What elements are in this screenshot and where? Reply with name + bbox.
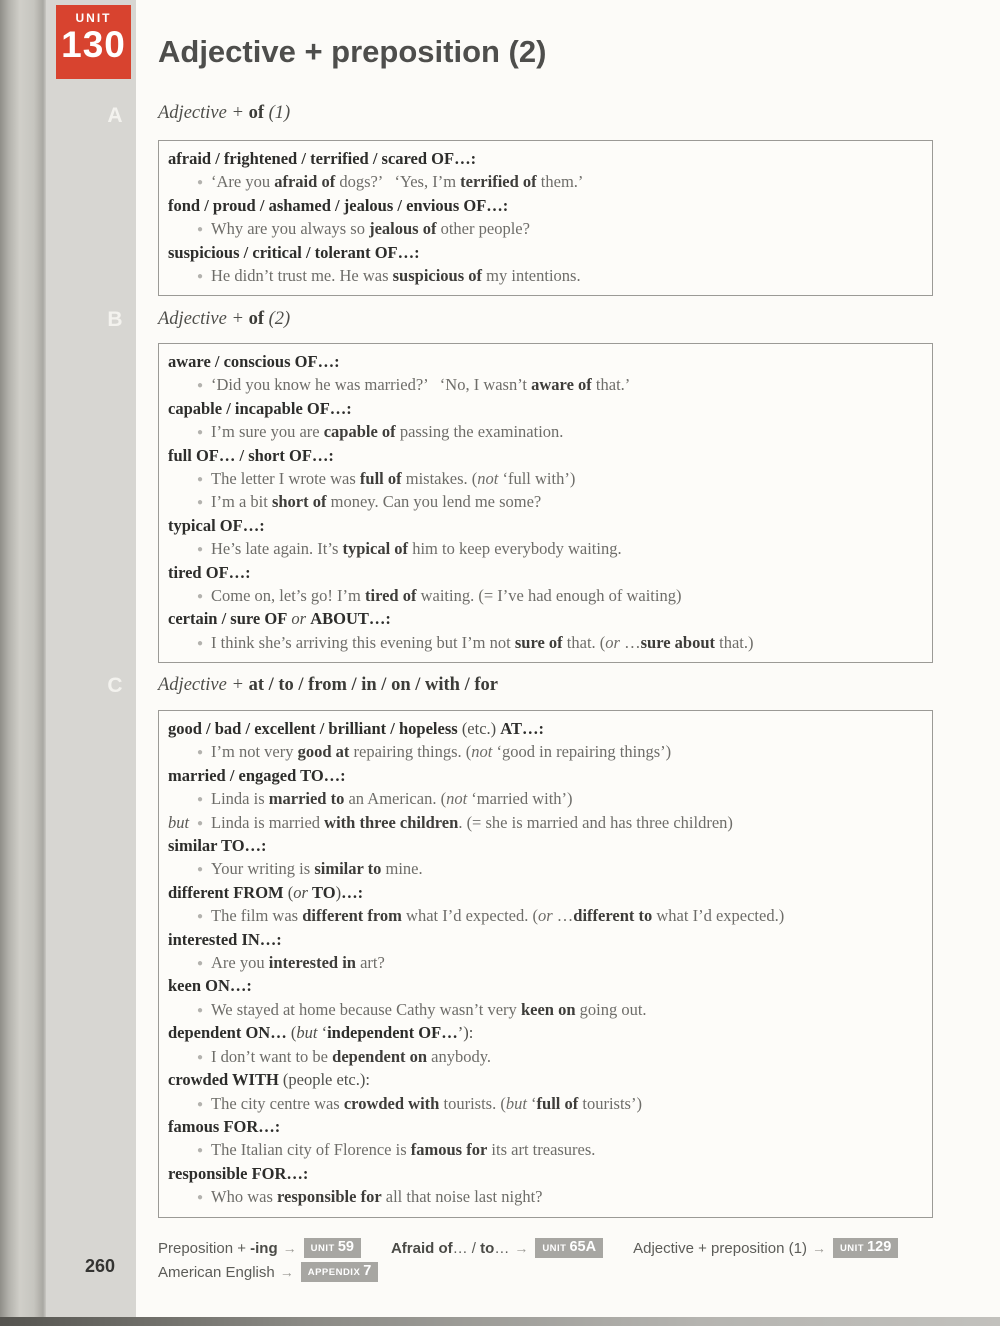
bullet-icon: ●: [197, 747, 204, 759]
example-sentence: [168, 420, 922, 443]
line-text: I don’t want to be dependent on anybody.: [211, 1046, 492, 1066]
example-sentence: [168, 170, 922, 193]
page-content: [158, 0, 958, 1326]
bullet-icon: ●: [197, 497, 204, 509]
rule-headword: [168, 607, 922, 630]
rule-headword: [168, 974, 922, 997]
section-letter-c: C: [107, 674, 123, 697]
line-text: crowded WITH (people etc.):: [168, 1070, 370, 1090]
rule-headword: [168, 717, 922, 740]
reference-label: Adjective + preposition (1): [633, 1239, 807, 1257]
bullet-icon: ●: [197, 224, 204, 236]
rule-headword: [168, 881, 922, 904]
line-text: dependent ON… (but ‘independent OF…’):: [168, 1023, 474, 1043]
example-sentence: [168, 904, 922, 927]
badge-prefix: UNIT: [839, 1243, 865, 1254]
line-text: capable / incapable OF…:: [168, 398, 352, 418]
line-text: famous FOR…:: [168, 1116, 281, 1136]
unit-number: 130: [61, 24, 126, 65]
line-text: The letter I wrote was full of mistakes. (not ‘full with’): [211, 469, 576, 489]
line-text: Come on, let’s go! I’m tired of waiting. (= I’ve had enough of waiting): [211, 586, 682, 606]
bullet-icon: ●: [197, 1051, 204, 1063]
example-sentence: [168, 811, 922, 834]
arrow-icon: →: [514, 1240, 529, 1257]
bullet-icon: ●: [197, 817, 204, 829]
line-text: I’m sure you are capable of passing the examination.: [211, 422, 564, 442]
arrow-icon: →: [279, 1264, 294, 1281]
badge-value: 7: [363, 1263, 372, 1280]
rule-headword: [168, 834, 922, 857]
reference-row: [158, 1238, 958, 1258]
example-sentence: [168, 217, 922, 240]
badge-prefix: APPENDIX: [307, 1267, 361, 1279]
reference-label: Preposition + -ing: [158, 1239, 278, 1257]
line-text: afraid / frightened / terrified / scared OF…:: [168, 149, 477, 168]
bullet-icon: ●: [197, 271, 204, 283]
cross-reference: [391, 1238, 603, 1258]
unit-label: UNIT: [75, 11, 112, 25]
section-heading-b: Adjective + of (2): [158, 309, 291, 329]
example-sentence: [168, 1138, 922, 1161]
cross-references: [158, 1238, 958, 1286]
reference-row: [158, 1262, 958, 1282]
line-text: keen ON…:: [168, 976, 252, 996]
page-bottom-edge: [0, 1317, 1000, 1326]
bullet-icon: ●: [197, 591, 204, 603]
rule-headword: [168, 1115, 922, 1138]
line-text: tired OF…:: [168, 562, 251, 582]
bullet-icon: ●: [197, 794, 204, 806]
rule-headword: [168, 444, 922, 467]
badge-prefix: UNIT: [310, 1243, 335, 1254]
example-sentence: [168, 1045, 922, 1068]
bullet-icon: ●: [197, 1004, 204, 1016]
example-sentence: [168, 631, 922, 654]
unit-reference-badge: [833, 1238, 898, 1258]
example-sentence: [168, 584, 922, 607]
line-text: I’m a bit short of money. Can you lend me some?: [211, 492, 542, 512]
section-heading-c: Adjective + at / to / from / in / on / with / for: [158, 675, 498, 695]
example-sentence: [168, 467, 922, 490]
example-sentence: [168, 998, 922, 1021]
example-sentence: [168, 537, 922, 560]
bullet-icon: ●: [197, 958, 204, 970]
bullet-icon: ●: [197, 427, 204, 439]
reference-label: Afraid of… / to…: [390, 1239, 510, 1257]
line-text: good / bad / excellent / brilliant / hopeless (etc.) AT…:: [168, 719, 544, 738]
page-title: Adjective + preposition (2): [158, 34, 547, 69]
unit-reference-badge: [304, 1238, 361, 1258]
example-sentence: [168, 490, 922, 513]
exception-prefix: but: [168, 812, 190, 832]
section-letter-a: A: [107, 104, 123, 127]
line-text: ‘Did you know he was married?’ ‘No, I wasn’t aware of that.’: [211, 375, 631, 395]
bullet-icon: ●: [197, 544, 204, 556]
line-text: Linda is married to an American. (not ‘married with’): [211, 789, 573, 809]
reference-label: American English: [158, 1263, 275, 1281]
line-text: The Italian city of Florence is famous for its art treasures.: [211, 1140, 596, 1160]
rule-box-b: [158, 343, 933, 663]
line-text: ‘Are you afraid of dogs?’ ‘Yes, I’m terrified of them.’: [211, 172, 584, 192]
section-heading-a: Adjective + of (1): [158, 103, 291, 123]
rule-headword: [168, 764, 922, 787]
line-text: Are you interested in art?: [211, 953, 385, 973]
example-sentence: [168, 740, 922, 763]
line-text: suspicious / critical / tolerant OF…:: [168, 242, 420, 262]
line-text: I’m not very good at repairing things. (not ‘good in repairing things’): [211, 742, 672, 762]
line-text: The city centre was crowded with tourists. (but ‘full of tourists’): [211, 1093, 642, 1113]
line-text: Why are you always so jealous of other people?: [211, 219, 530, 239]
bullet-icon: ●: [197, 177, 204, 189]
rule-box-a: [158, 140, 933, 296]
rule-headword: [168, 350, 922, 373]
line-text: Your writing is similar to mine.: [211, 859, 423, 879]
rule-headword: [168, 241, 922, 264]
rule-headword: [168, 397, 922, 420]
line-text: interested IN…:: [168, 929, 282, 949]
example-sentence: [168, 857, 922, 880]
badge-value: 65A: [569, 1239, 597, 1255]
line-text: I think she’s arriving this evening but I’m not sure of that. (or …sure about that.): [211, 632, 754, 652]
bullet-icon: ●: [197, 1098, 204, 1110]
bullet-icon: ●: [197, 474, 204, 486]
cross-reference: [633, 1238, 898, 1258]
left-margin-band: [46, 0, 136, 1318]
example-sentence: [168, 951, 922, 974]
rule-headword: [168, 561, 922, 584]
line-text: certain / sure OF or ABOUT…:: [168, 609, 391, 629]
line-text: fond / proud / ashamed / jealous / envious OF…:: [168, 195, 509, 215]
rule-headword: [168, 1021, 922, 1044]
line-text: He’s late again. It’s typical of him to keep everybody waiting.: [211, 539, 622, 559]
line-text: typical OF…:: [168, 515, 265, 535]
arrow-icon: →: [282, 1240, 297, 1257]
section-letter-b: B: [107, 308, 123, 331]
line-text: The film was different from what I’d expected. (or …different to what I’d expected.): [211, 906, 785, 926]
line-text: responsible FOR…:: [168, 1163, 309, 1183]
book-spine: [0, 0, 46, 1326]
line-text: different FROM (or TO)…:: [168, 882, 364, 902]
example-sentence: [168, 373, 922, 396]
line-text: Who was responsible for all that noise last night?: [211, 1187, 543, 1207]
arrow-icon: →: [811, 1240, 826, 1257]
line-text: We stayed at home because Cathy wasn’t very keen on going out.: [211, 999, 647, 1019]
cross-reference: [158, 1238, 361, 1258]
line-text: Linda is married with three children. (= she is married and has three children): [211, 812, 733, 832]
example-sentence: [168, 1185, 922, 1208]
bullet-icon: ●: [197, 637, 204, 649]
bullet-icon: ●: [197, 380, 204, 392]
page-number: 260: [84, 1256, 116, 1276]
line-text: aware / conscious OF…:: [168, 352, 340, 371]
rule-headword: [168, 147, 922, 170]
rule-headword: [168, 514, 922, 537]
unit-reference-badge: [301, 1262, 379, 1282]
bullet-icon: ●: [197, 911, 204, 923]
rule-box-c: [158, 710, 933, 1218]
rule-headword: [168, 928, 922, 951]
rule-headword: [168, 1162, 922, 1185]
badge-value: 129: [867, 1239, 892, 1255]
rule-headword: [168, 194, 922, 217]
badge-prefix: UNIT: [542, 1243, 567, 1254]
line-text: married / engaged TO…:: [168, 765, 346, 785]
example-sentence: [168, 787, 922, 810]
line-text: similar TO…:: [168, 836, 267, 856]
bullet-icon: ●: [197, 1192, 204, 1204]
badge-value: 59: [337, 1239, 354, 1255]
example-sentence: [168, 1092, 922, 1115]
bullet-icon: ●: [197, 864, 204, 876]
line-text: full OF… / short OF…:: [168, 445, 334, 465]
bullet-icon: ●: [197, 1145, 204, 1157]
rule-headword: [168, 1068, 922, 1091]
unit-badge: [56, 5, 131, 79]
unit-reference-badge: [535, 1238, 603, 1258]
cross-reference: [158, 1262, 378, 1282]
line-text: He didn’t trust me. He was suspicious of my intentions.: [211, 266, 581, 286]
example-sentence: [168, 264, 922, 287]
